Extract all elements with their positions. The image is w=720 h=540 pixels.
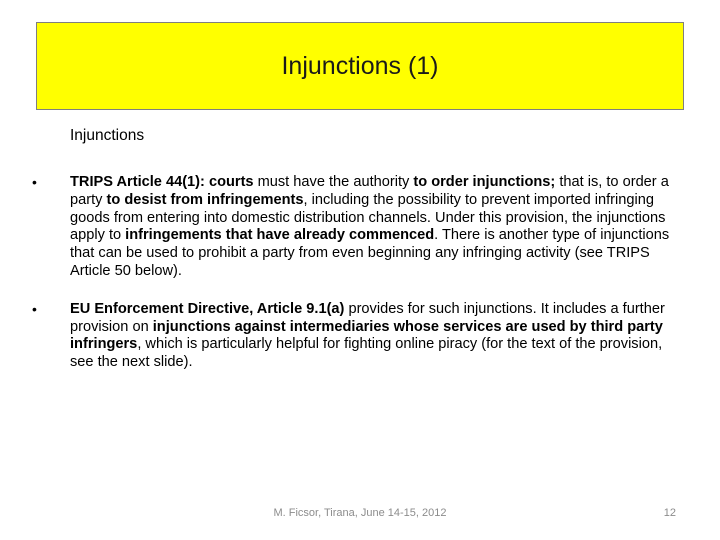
- bullet-marker: •: [32, 174, 37, 190]
- bullet-text-segment: , which is particularly helpful for fighting online piracy (for the text of the provision, see the next slide).: [70, 336, 663, 371]
- bullet-text-segment: EU Enforcement Directive, Article 9.1(a): [70, 300, 345, 317]
- page-number: 12: [663, 507, 676, 519]
- subheading: Injunctions: [70, 127, 145, 144]
- bullet-item: [32, 300, 684, 372]
- bullet-text-segment: to order injunctions;: [413, 174, 556, 190]
- bullet-text-segment: . There is another type of injunctions that can be used to prohibit a party from even beginning any infringing activity (see TRIPS Article 50 below).: [70, 227, 670, 279]
- bullet-text-segment: injunctions against intermediaries whose services are used by third party infringers: [70, 318, 663, 353]
- title-banner: [36, 22, 684, 110]
- bullet-text-segment: infringements that have already commenced: [125, 227, 435, 244]
- bullet-text-segment: to desist from infringements: [106, 191, 304, 208]
- slide-title: Injunctions (1): [281, 51, 439, 80]
- bullet-text-segment: that is, to order a party: [70, 174, 669, 208]
- bullet-item: [32, 174, 684, 281]
- bullet-text-segment: must have the authority: [253, 174, 414, 190]
- bullet-text-segment: TRIPS Article 44(1): courts: [70, 174, 254, 190]
- bullet-text-segment: , including the possibility to prevent imported infringing goods from entering into domestic distribution channels. Under this provision, the injunctions apply to: [70, 191, 666, 244]
- bullet-text-segment: provides for such injunctions. It includes a further provision on: [70, 300, 665, 335]
- bullet-marker: •: [32, 300, 37, 317]
- bullet-list: [32, 174, 684, 392]
- footer-credit: M. Ficsor, Tirana, June 14-15, 2012: [273, 507, 447, 519]
